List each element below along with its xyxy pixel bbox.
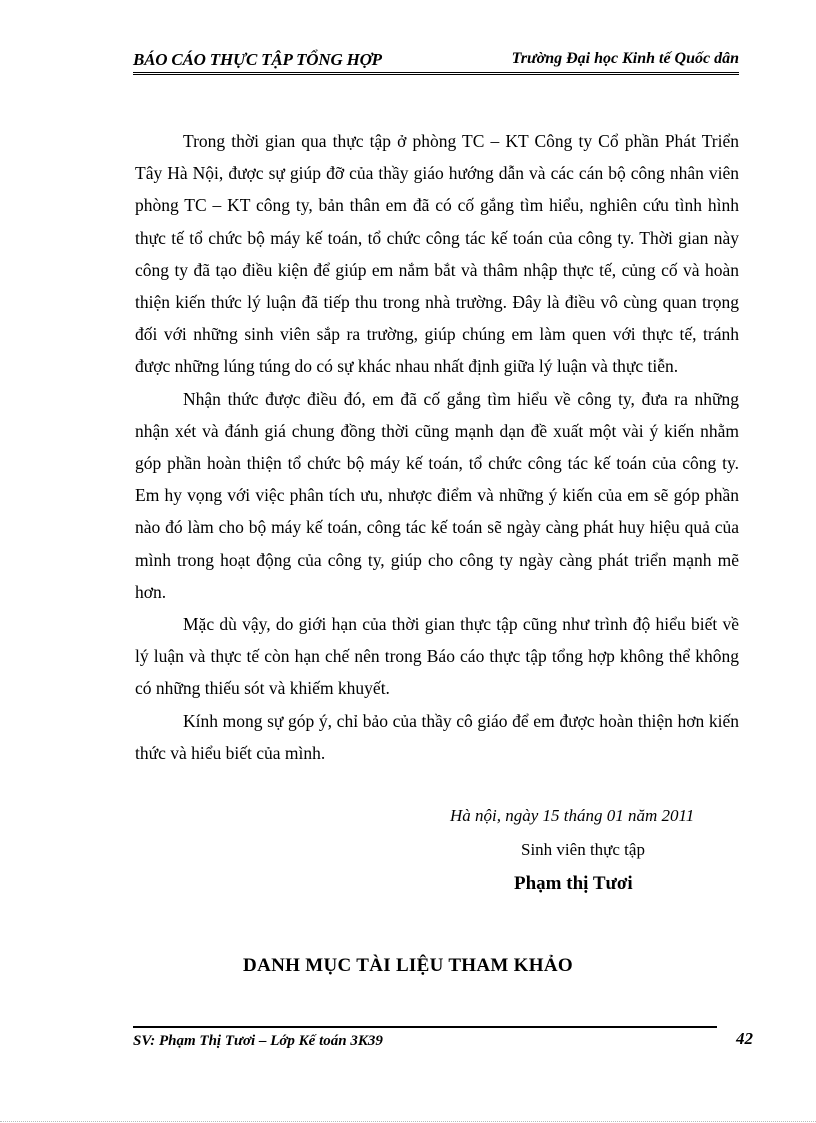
paragraph: Kính mong sự góp ý, chỉ bảo của thầy cô giáo để em được hoàn thiện hơn kiến thức và hiểu biết của mình. <box>135 710 739 763</box>
report-title: BÁO CÁO THỰC TẬP TỔNG HỢP <box>133 50 382 69</box>
page-header <box>133 46 739 75</box>
paragraph: Nhận thức được điều đó, em đã cố gắng tìm hiểu về công ty, đưa ra những nhận xét và đánh giá chung đồng thời cũng mạnh dạn đề xuất một vài ý kiến nhằm góp phần hoàn thiện tổ chức bộ máy kế toán, tổ chức công tác kế toán của công ty. Em hy vọng với việc phân tích ưu, nhược điểm và những ý kiến của em sẽ góp phần nào đó làm cho bộ máy kế toán, công tác kế toán sẽ ngày càng phát huy hiệu quả của mình trong hoạt động của công ty, giúp cho công ty ngày càng phát triển mạnh mẽ hơn. <box>135 388 739 602</box>
references-heading: DANH MỤC TÀI LIỆU THAM KHẢO <box>243 955 573 976</box>
page-number: 42 <box>736 1029 753 1048</box>
signature-name: Phạm thị Tươi <box>514 873 633 894</box>
page-bottom-edge <box>0 1121 816 1122</box>
footer-student-info: SV: Phạm Thị Tươi – Lớp Kế toán 3K39 <box>133 1033 383 1049</box>
footer-divider <box>133 1026 717 1028</box>
body-text <box>135 125 739 769</box>
university-name: Trường Đại học Kinh tế Quốc dân <box>511 50 739 67</box>
paragraph: Mặc dù vậy, do giới hạn của thời gian thực tập cũng như trình độ hiểu biết về lý luận và thực tế còn hạn chế nên trong Báo cáo thực tập tổng hợp không thể không có những thiếu sót và khiếm khuyết. <box>135 614 739 699</box>
paragraph: Trong thời gian qua thực tập ở phòng TC – KT Công ty Cổ phần Phát Triển Tây Hà Nội, được sự giúp đỡ của thầy giáo hướng dẫn và các cán bộ công nhân viên phòng TC – KT công ty, bản thân em đã có cố gắng tìm hiểu, nghiên cứu tình hình thực tế tổ chức bộ máy kế toán, tổ chức công tác kế toán của công ty. Thời gian này công ty đã tạo điều kiện để giúp em nắm bắt và thâm nhập thực tế, củng cố và hoàn thiện kiến thức lý luận đã tiếp thu trong nhà trường. Đây là điều vô cùng quan trọng đối với những sinh viên sắp ra trường, giúp chúng em làm quen với thực tế, tránh được những lúng túng do có sự khác nhau nhất định giữa lý luận và thực tiễn. <box>135 131 739 377</box>
signature-date: Hà nội, ngày 15 tháng 01 năm 2011 <box>450 806 695 825</box>
signature-role: Sinh viên thực tập <box>521 840 645 859</box>
